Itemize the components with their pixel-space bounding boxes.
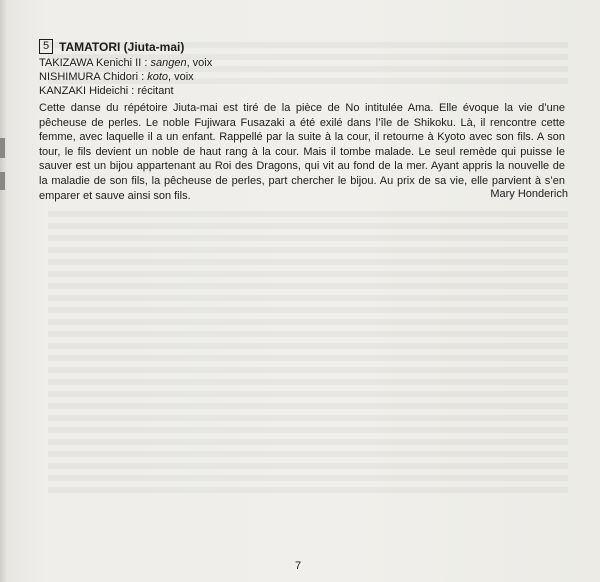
track-title: TAMATORI (Jiuta-mai) [59, 39, 185, 54]
track-number: 5 [39, 39, 53, 54]
credit-line [39, 56, 212, 70]
performer-credits [39, 56, 212, 98]
performer-instrument: koto [147, 71, 168, 83]
spine-mark [0, 172, 5, 190]
show-through-body [48, 205, 568, 545]
credit-line [39, 70, 212, 84]
performer-name: TAKIZAWA Kenichi II : [39, 57, 148, 69]
performer-extra: récitant [137, 85, 174, 97]
performer-extra: , voix [186, 57, 213, 69]
performer-extra: , voix [168, 71, 194, 83]
performer-instrument: sangen [150, 57, 187, 69]
performer-name: KANZAKI Hideichi : [39, 85, 135, 97]
spine-mark [0, 138, 5, 158]
performer-name: NISHIMURA Chidori : [39, 71, 145, 83]
author-signature: Mary Honderich [490, 188, 568, 200]
spine-edge [0, 0, 8, 582]
track-header [39, 39, 184, 54]
page-number: 7 [295, 560, 302, 572]
description-paragraph: Cette danse du répétoire Jiuta-mai est tiré de la pièce de No intitulée Ama. Elle évoque la vie d’une pêcheuse de perles. Le noble Fujiwara Fusazaki a été exilé dans l’île de Shikoku. Là, il rencontre cette femme, avec laquelle il a un enfant. Rappellé par la suite à la cour, il retourne à Kyoto avec son fils. A son tour, le fils devient un noble de haut rang à la cour. Mais il tombe malade. Le seul remède qui puisse le sauver est un bijou appartenant au Roi des Dragons, qui vit au fond de la mer. Ayant appris la nouvelle de la maladie de son fils, la pêcheuse de perles, part chercher le bijou. Au prix de sa vie, elle parvient à s’en emparer et sauve ainsi son fils. [39, 102, 565, 202]
credit-line [39, 84, 212, 98]
